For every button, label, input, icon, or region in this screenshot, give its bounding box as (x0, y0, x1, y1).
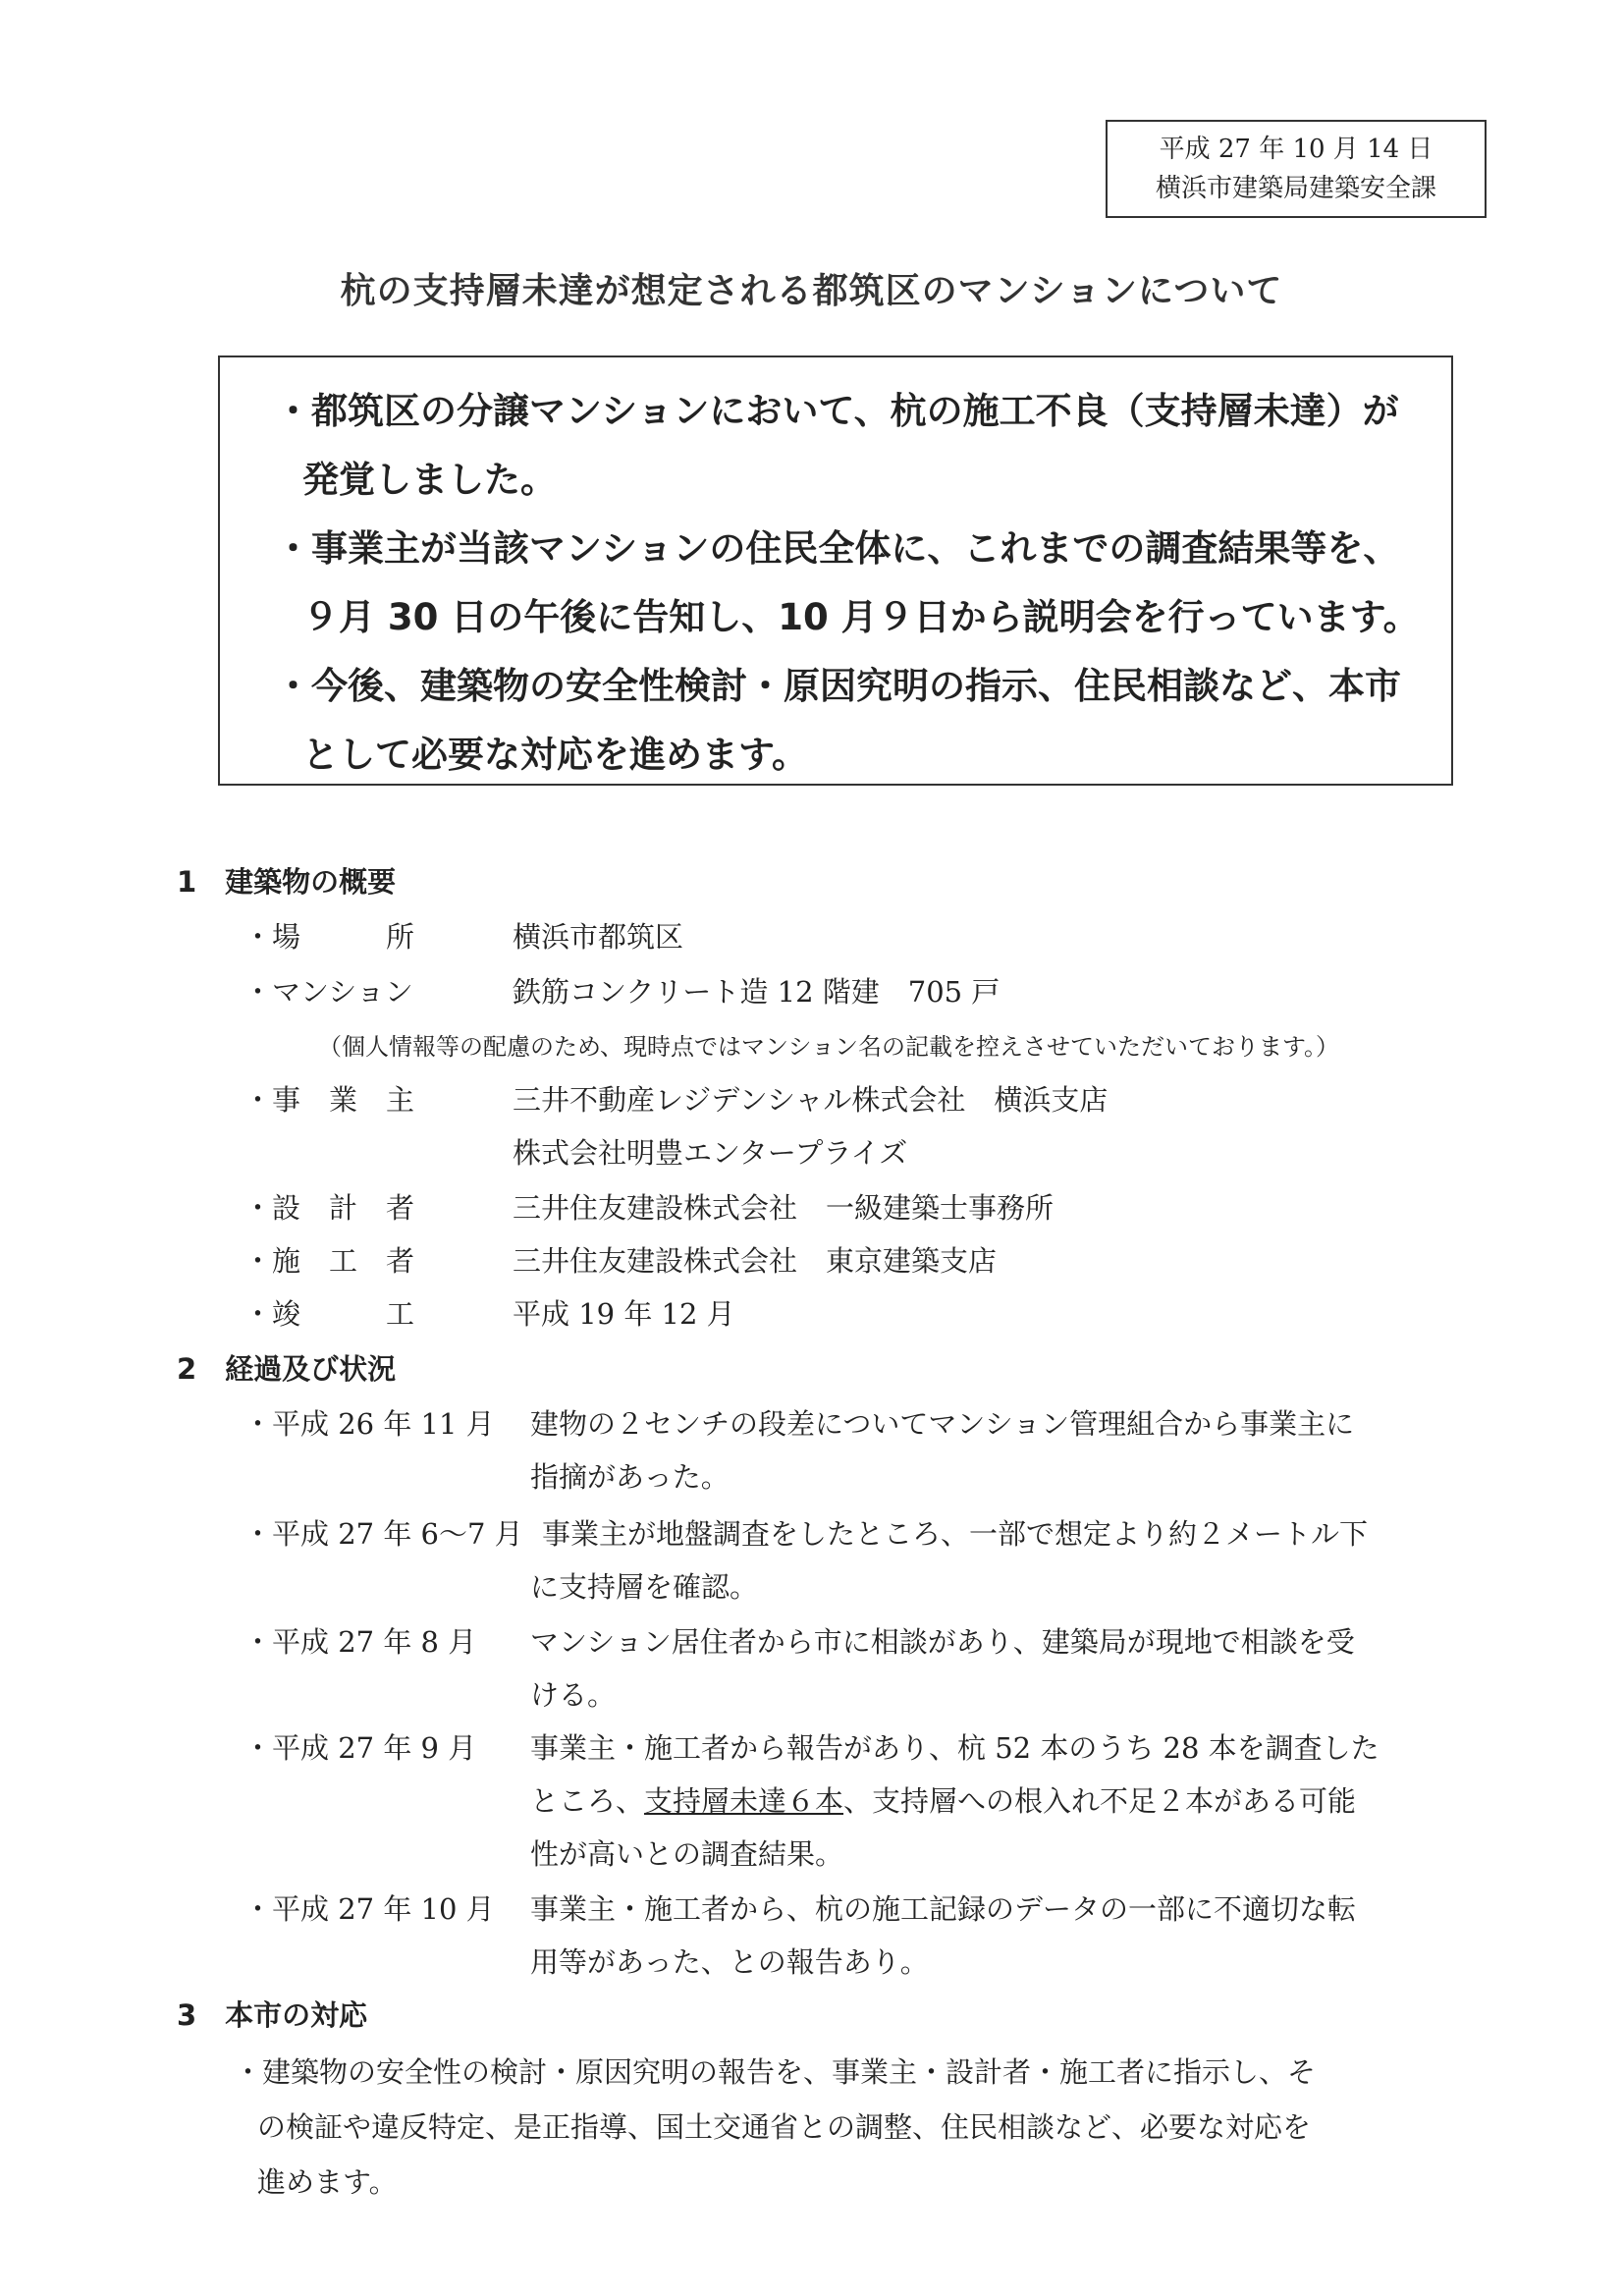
section-1-heading: 1 建築物の概要 (177, 865, 397, 899)
issuer-box (1106, 120, 1487, 218)
summary-line: として必要な対応を進めます。 (302, 734, 809, 776)
privacy-note: （個人情報等の配慮のため、現時点ではマンション名の記載を控えさせていただいております。） (318, 1033, 1340, 1061)
event-date: ・平成 26 年 11 月 (243, 1407, 495, 1441)
issue-date: 平成 27 年 10 月 14 日 (1159, 135, 1434, 164)
summary-line: ・事業主が当該マンションの住民全体に、これまでの調査結果等を、 (275, 527, 1400, 570)
document-title: 杭の支持層未達が想定される都筑区のマンションについて (340, 271, 1283, 311)
event-text: 用等があった、との報告あり。 (530, 1945, 929, 1979)
builder-value: 三井住友建設株式会社 東京建築支店 (513, 1244, 998, 1278)
location-value: 横浜市都筑区 (513, 920, 684, 954)
event-text-part: 、支持層への根入れ不足２本がある可能 (843, 1784, 1357, 1818)
event-text: ける。 (530, 1678, 617, 1712)
builder-label: ・施 工 者 (243, 1244, 415, 1278)
response-text: 進めます。 (257, 2165, 398, 2199)
summary-line: ９月 30 日の午後に告知し、10 月９日から説明会を行っています。 (302, 596, 1420, 638)
event-text: 指摘があった。 (530, 1460, 730, 1494)
response-text: ・建築物の安全性の検討・原因究明の報告を、事業主・設計者・施工者に指示し、そ (234, 2055, 1317, 2089)
event-date: ・平成 27 年 6〜7 月 (243, 1517, 523, 1551)
event-text (530, 1779, 1356, 1820)
mansion-label: ・マンション (243, 975, 413, 1009)
event-date: ・平成 27 年 10 月 (243, 1892, 495, 1926)
event-text: 事業主が地盤調査をしたところ、一部で想定より約２メートル下 (542, 1517, 1369, 1551)
section-2-heading: 2 経過及び状況 (177, 1352, 397, 1386)
completion-label: ・竣 工 (243, 1297, 415, 1331)
designer-label: ・設 計 者 (243, 1191, 415, 1225)
event-date: ・平成 27 年 9 月 (243, 1731, 477, 1765)
event-text: マンション居住者から市に相談があり、建築局が現地で相談を受 (530, 1625, 1355, 1659)
event-text: 事業主・施工者から、杭の施工記録のデータの一部に不適切な転 (530, 1892, 1357, 1926)
designer-value: 三井住友建設株式会社 一級建築士事務所 (513, 1191, 1055, 1225)
underlined-finding: 支持層未達６本 (644, 1784, 844, 1818)
event-text: 事業主・施工者から報告があり、杭 52 本のうち 28 本を調査した (530, 1731, 1380, 1765)
event-text: 性が高いとの調査結果。 (530, 1837, 844, 1871)
summary-box (218, 355, 1453, 786)
owner-label: ・事 業 主 (243, 1083, 415, 1117)
owner-value-2: 株式会社明豊エンタープライズ (513, 1136, 908, 1170)
event-text-part: ところ、 (530, 1784, 645, 1818)
location-label: ・場 所 (243, 920, 415, 954)
section-3-heading: 3 本市の対応 (177, 1998, 368, 2032)
event-date: ・平成 27 年 8 月 (243, 1625, 477, 1659)
summary-line: ・都筑区の分譲マンションにおいて、杭の施工不良（支持層未達）が (275, 390, 1399, 432)
owner-value-1: 三井不動産レジデンシャル株式会社 横浜支店 (513, 1083, 1109, 1117)
event-text: に支持層を確認。 (530, 1570, 759, 1604)
completion-value: 平成 19 年 12 月 (513, 1297, 735, 1331)
event-text: 建物の２センチの段差についてマンション管理組合から事業主に (530, 1407, 1355, 1441)
summary-line: ・今後、建築物の安全性検討・原因究明の指示、住民相談など、本市 (275, 665, 1401, 707)
summary-line: 発覚しました。 (302, 459, 557, 501)
mansion-value: 鉄筋コンクリート造 12 階建 705 戸 (513, 975, 1001, 1009)
response-text: の検証や違反特定、是正指導、国土交通省との調整、住民相談など、必要な対応を (257, 2110, 1312, 2144)
issuer-department: 横浜市建築局建築安全課 (1155, 174, 1436, 203)
